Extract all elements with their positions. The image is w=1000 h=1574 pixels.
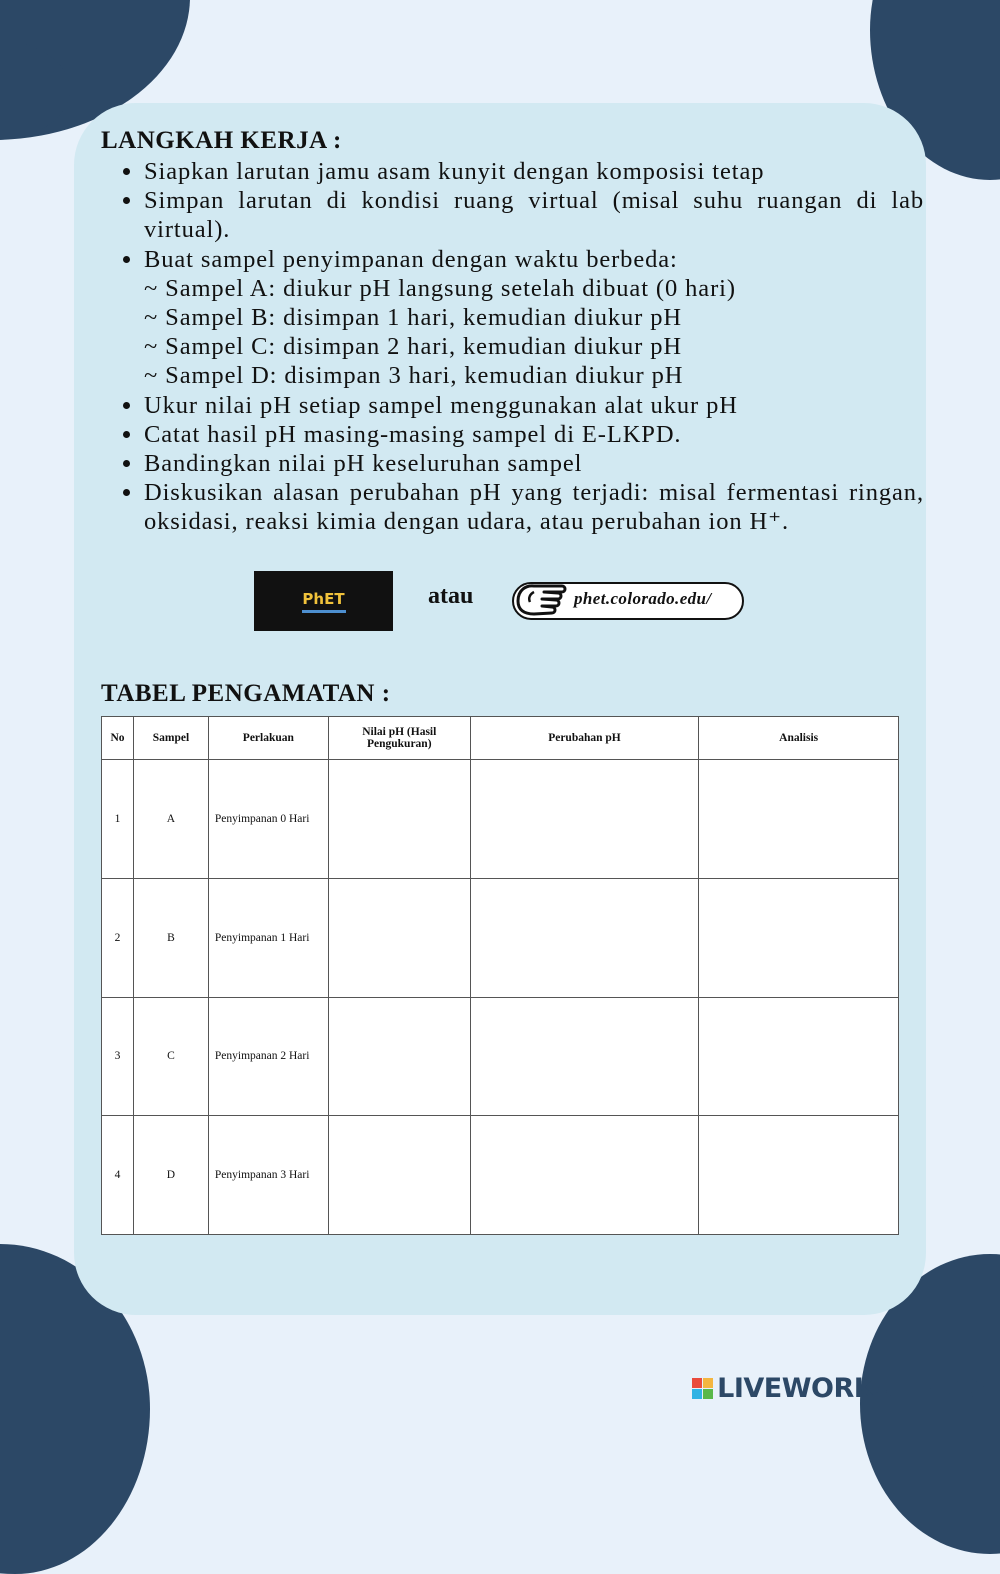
cell-treatment: Penyimpanan 0 Hari (208, 760, 328, 879)
table-row (102, 997, 899, 1116)
cell-no: 4 (102, 1116, 134, 1235)
cell-analysis[interactable] (699, 997, 899, 1116)
step-item: • Catat hasil pH masing-masing sampel di E-LKPD. (144, 420, 924, 449)
step-item: • Ukur nilai pH setiap sampel menggunakan alat ukur pH (144, 391, 924, 420)
liveworksheets-logo-icon (692, 1378, 713, 1399)
cell-analysis[interactable] (699, 760, 899, 879)
cell-no: 1 (102, 760, 134, 879)
cell-no: 3 (102, 997, 134, 1116)
phet-logo-link[interactable] (254, 571, 393, 631)
cell-treatment: Penyimpanan 1 Hari (208, 878, 328, 997)
phet-logo-bar (302, 610, 346, 613)
liveworksheets-brand (692, 1373, 988, 1404)
step-item: • Bandingkan nilai pH keseluruhan sampel (144, 449, 924, 478)
cell-ph-change[interactable] (470, 760, 699, 879)
sub-step-sample-d: ~ Sampel D: disimpan 3 hari, kemudian diukur pH (144, 362, 684, 390)
logo-square-red (692, 1378, 702, 1388)
step-item (144, 245, 924, 391)
observation-table (101, 716, 899, 1235)
cell-ph-change[interactable] (470, 997, 699, 1116)
cell-sample: A (133, 760, 208, 879)
table-row (102, 878, 899, 997)
logo-square-green (703, 1389, 713, 1399)
header-sample: Sampel (133, 717, 208, 760)
sub-step-sample-a: ~ Sampel A: diukur pH langsung setelah dibuat (0 hari) (144, 274, 736, 302)
step-item: • Siapkan larutan jamu asam kunyit dengan komposisi tetap (144, 157, 924, 186)
header-treatment: Perlakuan (208, 717, 328, 760)
cell-ph-value[interactable] (328, 760, 470, 879)
phet-url-text: phet.colorado.edu/ (574, 589, 712, 608)
cell-sample: D (133, 1116, 208, 1235)
cell-ph-value[interactable] (328, 997, 470, 1116)
steps-list (120, 157, 924, 537)
step-text: Buat sampel penyimpanan dengan waktu berbeda: (144, 245, 678, 273)
table-row (102, 1116, 899, 1235)
phet-url-link[interactable] (512, 582, 744, 620)
pointing-hand-icon (512, 580, 570, 622)
cell-ph-change[interactable] (470, 1116, 699, 1235)
cell-ph-change[interactable] (470, 878, 699, 997)
cell-ph-value[interactable] (328, 1116, 470, 1235)
or-label: atau (428, 583, 474, 609)
phet-wordmark: PhET (302, 589, 345, 608)
step-item: • Simpan larutan di kondisi ruang virtual (misal suhu ruangan di lab virtual). (144, 186, 924, 244)
sub-step-sample-c: ~ Sampel C: disimpan 2 hari, kemudian diukur pH (144, 333, 683, 361)
table-title: TABEL PENGAMATAN : (101, 680, 391, 707)
logo-square-yellow (703, 1378, 713, 1388)
table-row (102, 760, 899, 879)
header-ph-value: Nilai pH (Hasil Pengukuran) (328, 717, 470, 760)
simulation-links (254, 571, 754, 631)
steps-title: LANGKAH KERJA : (101, 127, 342, 154)
cell-ph-value[interactable] (328, 878, 470, 997)
table-header-row (102, 717, 899, 760)
logo-square-blue (692, 1389, 702, 1399)
step-item: • Diskusikan alasan perubahan pH yang terjadi: misal fermentasi ringan, oksidasi, reaksi kimia dengan udara, atau perubahan ion H⁺. (144, 478, 924, 536)
header-no: No (102, 717, 134, 760)
cell-analysis[interactable] (699, 878, 899, 997)
liveworksheets-wordmark: LIVEWORKSHEETS (717, 1373, 988, 1404)
cell-treatment: Penyimpanan 2 Hari (208, 997, 328, 1116)
cell-sample: B (133, 878, 208, 997)
cell-analysis[interactable] (699, 1116, 899, 1235)
cell-sample: C (133, 997, 208, 1116)
cell-no: 2 (102, 878, 134, 997)
cell-treatment: Penyimpanan 3 Hari (208, 1116, 328, 1235)
header-ph-change: Perubahan pH (470, 717, 699, 760)
header-analysis: Analisis (699, 717, 899, 760)
sub-step-sample-b: ~ Sampel B: disimpan 1 hari, kemudian diukur pH (144, 304, 683, 332)
